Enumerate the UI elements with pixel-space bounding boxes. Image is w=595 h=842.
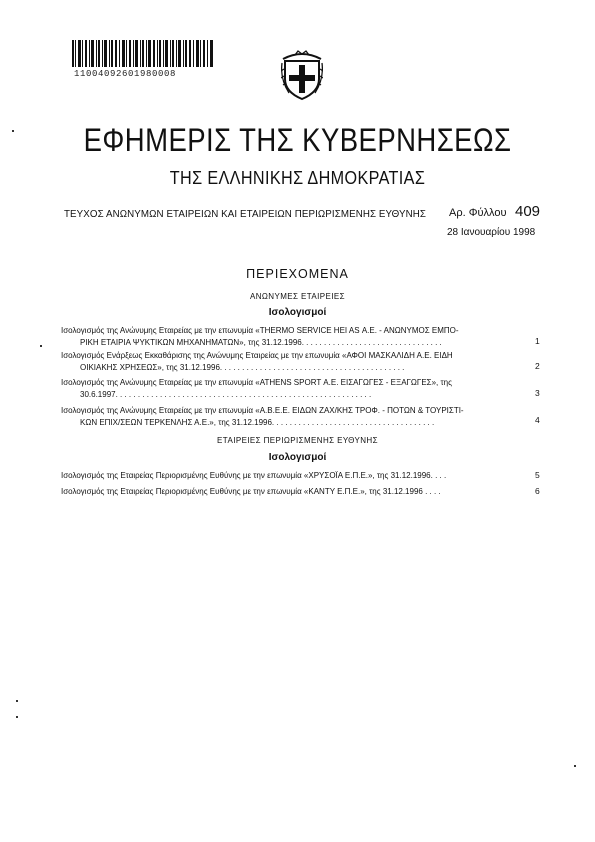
entry-page-number: 3 — [535, 388, 540, 398]
entry-line: ΟΙΚΙΑΚΗΣ ΧΡΗΣΕΩΣ», της 31.12.1996. . . . . . . . . . . . . . . . . . . . . . . . . . . . . . . . . . . . . . . . . . — [80, 363, 405, 372]
entry-line: Ισολογισμός της Εταιρείας Περιορισμένης Ευθύνης με την επωνυμία «ΧΡΥΣΟΪΑ Ε.Π.Ε.», της 31.12.1996. . . . — [61, 471, 447, 480]
scan-mark — [16, 700, 18, 702]
entry-page-number: 1 — [535, 336, 540, 346]
barcode-number: 11004092601980008 — [74, 69, 177, 79]
contents-entry — [61, 377, 523, 401]
entry-line: Ισολογισμός της Εταιρείας Περιορισμένης Ευθύνης με την επωνυμία «ΚΑΝΤΥ Ε.Π.Ε.», της 31.12.1996 . . . . — [61, 487, 441, 496]
entry-page-number: 2 — [535, 361, 540, 371]
contents-title: ΠΕΡΙΕΧΟΜΕΝΑ — [246, 267, 349, 281]
entry-line: ΡΙΚΗ ΕΤΑΙΡΙΑ ΨΥΚΤΙΚΩΝ ΜΗΧΑΝΗΜΑΤΩΝ», της 31.12.1996. . . . . . . . . . . . . . . . . . . . . . . . . . . . . . . . — [80, 338, 442, 347]
scan-mark — [16, 716, 18, 718]
scan-mark — [574, 765, 576, 767]
coat-of-arms-icon — [281, 49, 323, 102]
contents-entry — [61, 486, 523, 498]
entry-line: Ισολογισμός της Ανώνυμης Εταιρείας με την επωνυμία «THERMO SERVICE ΗΕΙ ΑS Α.Ε. - ΑΝΩΝΥΜΟΣ ΕΜΠΟ- — [61, 326, 459, 335]
entry-page-number: 5 — [535, 470, 540, 480]
section-subheading: Ισολογισμοί — [268, 307, 327, 318]
contents-entry — [61, 470, 523, 482]
contents-entry — [61, 350, 523, 374]
contents-entry — [61, 325, 523, 349]
contents-entry — [61, 405, 523, 429]
entry-page-number: 6 — [535, 486, 540, 496]
section-heading: ΕΤΑΙΡΕΙΕΣ ΠΕΡΙΩΡΙΣΜΕΝΗΣ ΕΥΘΥΝΗΣ — [217, 436, 378, 445]
sheet-label: Αρ. Φύλλου — [449, 207, 507, 219]
section-heading: ΑΝΩΝΥΜΕΣ ΕΤΑΙΡΕΙΕΣ — [250, 292, 345, 301]
entry-page-number: 4 — [535, 415, 540, 425]
entry-line: Ισολογισμός της Ανώνυμης Εταιρείας με την επωνυμία «ATHENS SPORT Α.Ε. ΕΙΣΑΓΩΓΕΣ - ΕΞΑΓΩΓΕΣ», της — [61, 378, 452, 387]
issue-date: 28 Ιανουαρίου 1998 — [447, 227, 536, 238]
issue-type: ΤΕΥΧΟΣ ΑΝΩΝΥΜΩΝ ΕΤΑΙΡΕΙΩΝ ΚΑΙ ΕΤΑΙΡΕΙΩΝ ΠΕΡΙΩΡΙΣΜΕΝΗΣ ΕΥΘΥΝΗΣ — [64, 209, 427, 220]
barcode — [72, 40, 214, 67]
section-subheading: Ισολογισμοί — [268, 452, 327, 463]
scan-mark — [12, 130, 14, 132]
entry-line: Ισολογισμός Ενάρξεως Εκκαθάρισης της Ανώνυμης Εταιρείας με την επωνυμία «ΑΦΟΙ ΜΑΣΚΑΛΙΔΗ Α.Ε. ΕΙΔΗ — [61, 351, 453, 360]
entry-line: Ισολογισμός της Ανώνυμης Εταιρείας με την επωνυμία «Α.Β.Ε.Ε. ΕΙΔΩΝ ΖΑΧ/ΚΗΣ ΤΡΟΦ. - ΠΟΤΩΝ & ΤΟΥΡΙΣΤΙ- — [61, 406, 464, 415]
gazette-title: ΕΦΗΜΕΡΙΣ ΤΗΣ ΚΥΒΕΡΝΗΣΕΩΣ — [83, 122, 512, 158]
entry-line: ΚΩΝ ΕΠΙΧ/ΣΕΩΝ ΤΕΡΚΕΝΛΗΣ Α.Ε.», της 31.12.1996. . . . . . . . . . . . . . . . . . . . . . . . . . . . . . . . . . . . . — [80, 418, 435, 427]
gazette-subtitle: ΤΗΣ ΕΛΛΗΝΙΚΗΣ ΔΗΜΟΚΡΑΤΙΑΣ — [169, 168, 426, 188]
scan-mark — [40, 345, 42, 347]
entry-line: 30.6.1997. . . . . . . . . . . . . . . . . . . . . . . . . . . . . . . . . . . . . . . . . . . . . . . . . . . . . . . . . . — [80, 390, 372, 399]
sheet-number: 409 — [515, 203, 541, 220]
